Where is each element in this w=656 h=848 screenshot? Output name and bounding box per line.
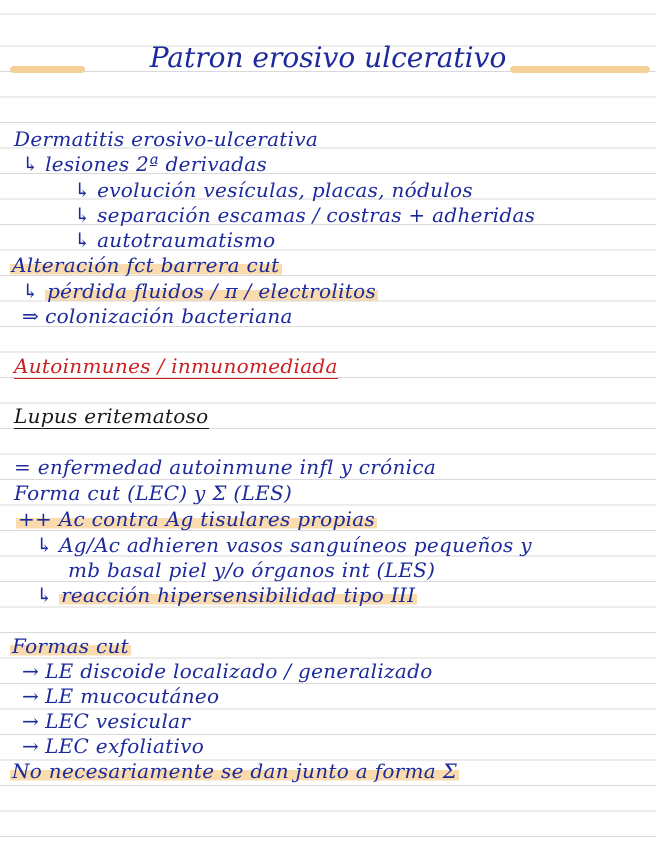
note-line <box>36 582 417 608</box>
note-text: LEC exfoliativo <box>45 734 205 758</box>
note-line <box>74 202 535 228</box>
arrow-right-icon: → <box>22 684 40 708</box>
note-line <box>10 758 459 784</box>
double-arrow-icon: ⇒ <box>22 304 40 328</box>
note-line <box>36 532 532 558</box>
note-line <box>22 708 190 734</box>
note-text: LE mucocutáneo <box>45 684 220 708</box>
hook-arrow-icon: ↳ <box>74 228 92 252</box>
note-line <box>74 177 473 203</box>
arrow-right-icon: → <box>22 659 40 683</box>
note-text: Forma cut (LEC) y Σ (LES) <box>14 481 293 505</box>
note-line <box>14 480 292 506</box>
note-line <box>10 252 282 278</box>
subsection-heading-formas <box>10 633 131 659</box>
note-text: separación escamas / costras + adheridas <box>97 203 536 227</box>
note-text: Dermatitis erosivo-ulcerativa <box>14 127 319 151</box>
section-heading-autoinmune <box>14 353 338 379</box>
arrow-right-icon: → <box>22 734 40 758</box>
note-line <box>22 683 219 709</box>
hook-arrow-icon: ↳ <box>36 533 54 557</box>
note-text: colonización bacteriana <box>45 304 293 328</box>
note-line <box>16 506 377 532</box>
arrow-right-icon: → <box>22 709 40 733</box>
note-text: autotraumatismo <box>97 228 276 252</box>
section-heading-dermatitis <box>14 126 318 152</box>
note-text: reacción hipersensibilidad tipo III <box>61 583 416 607</box>
note-text: LE discoide localizado / generalizado <box>45 659 433 683</box>
subsection-heading-lupus <box>14 403 209 429</box>
note-line <box>22 151 267 177</box>
hook-arrow-icon: ↳ <box>22 279 40 303</box>
note-text: Alteración fct barrera cut <box>12 253 280 277</box>
note-line <box>22 733 204 759</box>
note-text: Autoinmunes / inmunomediada <box>14 354 338 378</box>
note-text: Ag/Ac adhieren vasos sanguíneos pequeños y <box>59 533 532 557</box>
note-text: ++ Ac contra Ag tisulares propias <box>18 507 376 531</box>
note-text: mb basal piel y/o órganos int (LES) <box>68 558 436 582</box>
hook-arrow-icon: ↳ <box>36 583 54 607</box>
hook-arrow-icon: ↳ <box>74 178 92 202</box>
note-text: pérdida fluidos / π / electrolitos <box>47 279 377 303</box>
note-line <box>22 658 433 684</box>
note-text: Formas cut <box>12 634 130 658</box>
page-title: Patron erosivo ulcerativo <box>149 41 507 74</box>
note-text: evolución vesículas, placas, nódulos <box>97 178 473 202</box>
note-line <box>68 557 435 583</box>
note-text: LEC vesicular <box>45 709 191 733</box>
note-line <box>74 227 275 253</box>
hook-arrow-icon: ↳ <box>74 203 92 227</box>
note-line <box>22 303 293 329</box>
note-text: lesiones 2ª derivadas <box>45 152 268 176</box>
note-line <box>14 454 436 480</box>
note-text: = enfermedad autoinmune infl y crónica <box>14 455 437 479</box>
note-line <box>22 278 378 304</box>
note-text: No necesariamente se dan junto a forma Σ <box>12 759 458 783</box>
hook-arrow-icon: ↳ <box>22 152 40 176</box>
note-text: Lupus eritematoso <box>14 404 209 428</box>
